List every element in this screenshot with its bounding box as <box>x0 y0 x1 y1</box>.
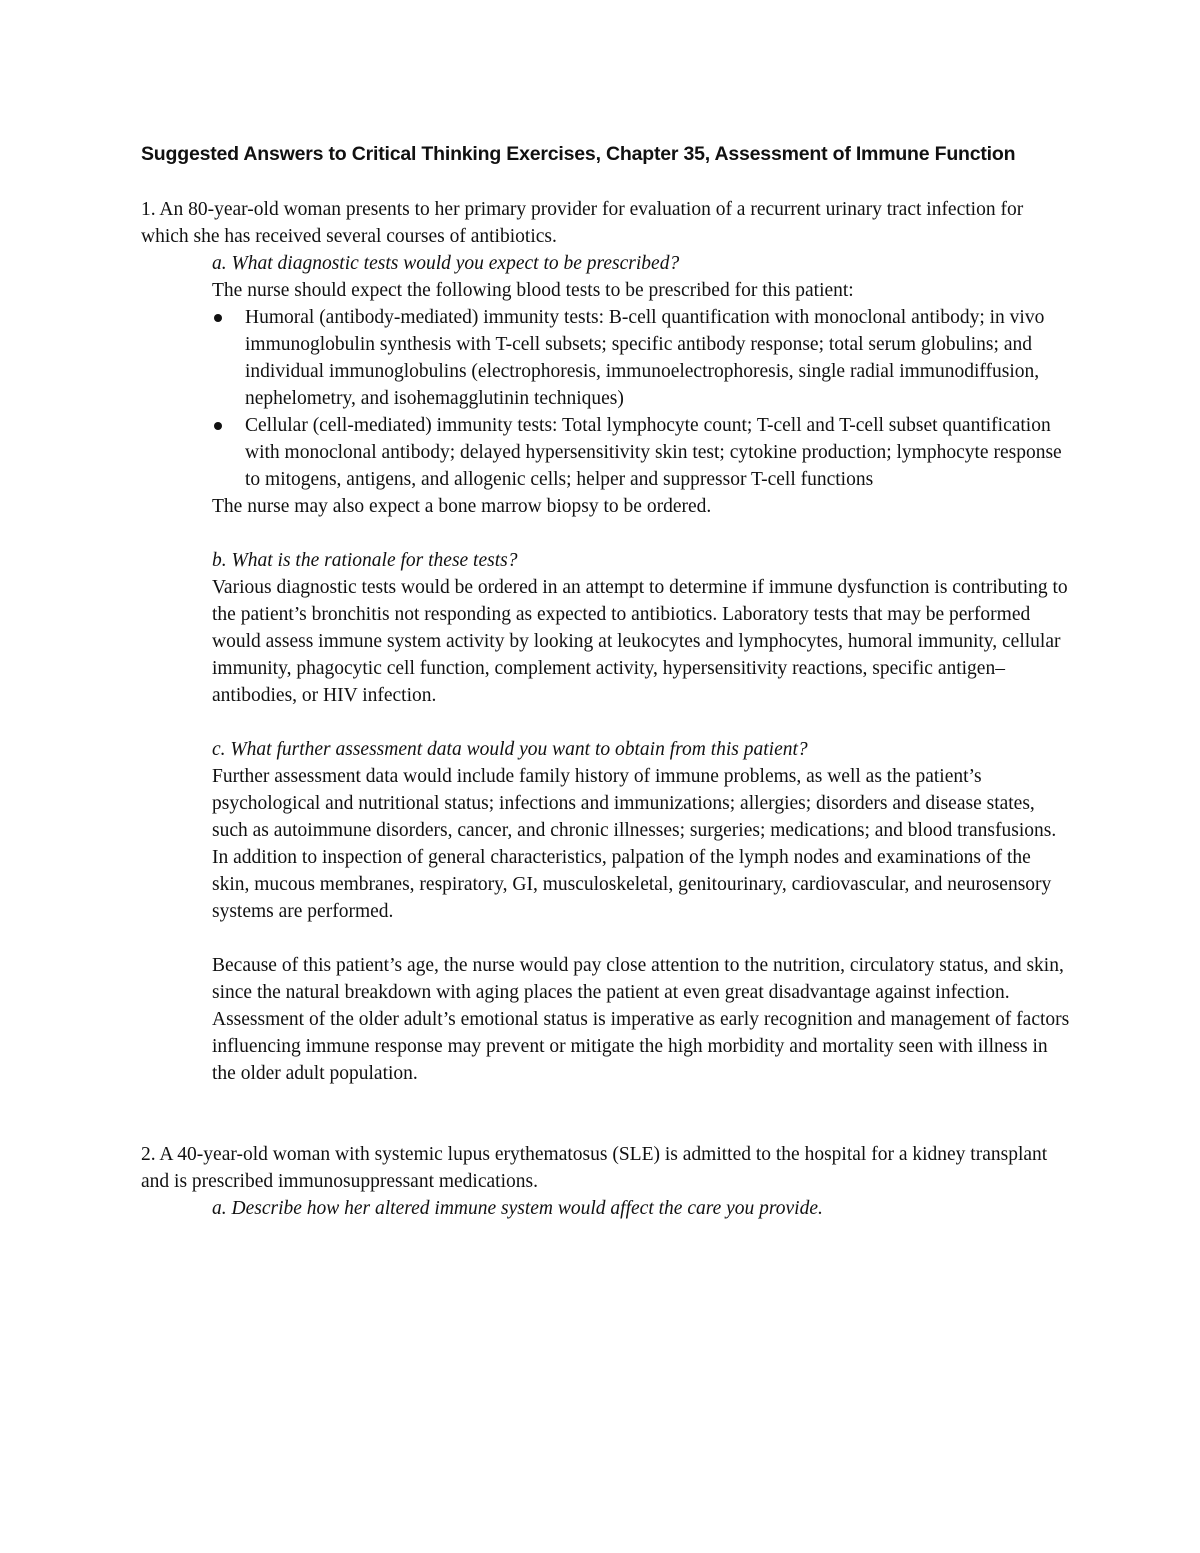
list-item <box>212 412 1071 493</box>
question-1-a-section <box>212 250 1071 1087</box>
document-page <box>141 140 1071 1222</box>
list-item <box>212 304 1071 412</box>
question-2a-prompt: a. Describe how her altered immune system would affect the care you provide. <box>212 1198 823 1219</box>
question-1a-prompt: a. What diagnostic tests would you expect to be prescribed? <box>212 253 680 274</box>
question-1b-answer: Various diagnostic tests would be ordered in an attempt to determine if immune dysfunction is contributing to the patient’s bronchitis not responding as expected to antibiotics. Laboratory tests that may be performed would assess immune system activity by looking at leukocytes and lymphocytes, humoral immunity, cellular immunity, phagocytic cell function, complement activity, hypersensitivity reactions, specific antigen–antibodies, or HIV infection. <box>212 577 1068 706</box>
question-1-stem: 1. An 80-year-old woman presents to her primary provider for evaluation of a recurrent urinary tract infection for which she has received several courses of antibiotics. <box>141 199 1024 247</box>
cellular-tests-text: Cellular (cell-mediated) immunity tests: Total lymphocyte count; T-cell and T-cell subset quantification with monoclonal antibody; delayed hypersensitivity skin test; cytokine production; lymphocyte response to mitogens, antigens, and allogenic cells; helper and suppressor T-cell functions <box>245 415 1062 490</box>
question-1c-prompt: c. What further assessment data would you want to obtain from this patient? <box>212 739 808 760</box>
question-1a-intro: The nurse should expect the following blood tests to be prescribed for this patient: <box>212 280 854 301</box>
diagnostic-tests-list <box>212 304 1071 493</box>
humoral-tests-text: Humoral (antibody-mediated) immunity tests: B-cell quantification with monoclonal antibody; in vivo immunoglobulin synthesis with T-cell subsets; specific antibody response; total serum globulins; and individual immunoglobulins (electrophoresis, immunoelectrophoresis, single radial immunodiffusion, nephelometry, and isohemagglutinin techniques) <box>245 307 1045 409</box>
question-1c-answer-continued: Because of this patient’s age, the nurse would pay close attention to the nutrition, circulatory status, and skin, since the natural breakdown with aging places the patient at even great disadvantage against infection. Assessment of the older adult’s emotional status is imperative as early recognition and management of factors influencing immune response may prevent or mitigate the high morbidity and mortality seen with illness in the older adult population. <box>212 955 1070 1084</box>
bullet-icon <box>214 314 222 322</box>
question-2-stem: 2. A 40-year-old woman with systemic lupus erythematosus (SLE) is admitted to the hospital for a kidney transplant and is prescribed immunosuppressant medications. <box>141 1144 1048 1192</box>
question-1b-prompt: b. What is the rationale for these tests? <box>212 550 518 571</box>
question-2-a-section <box>212 1195 1071 1222</box>
question-1a-closing: The nurse may also expect a bone marrow biopsy to be ordered. <box>212 496 712 517</box>
bullet-icon <box>214 422 222 430</box>
question-1c-answer: Further assessment data would include family history of immune problems, as well as the patient’s psychological and nutritional status; infections and immunizations; allergies; disorders and disease states, such as autoimmune disorders, cancer, and chronic illnesses; surgeries; medications; and blood transfusions. In addition to inspection of general characteristics, palpation of the lymph nodes and examinations of the skin, mucous membranes, respiratory, GI, musculoskeletal, genitourinary, cardiovascular, and neurosensory systems are performed. <box>212 766 1057 922</box>
document-title: Suggested Answers to Critical Thinking Exercises, Chapter 35, Assessment of Immune Function <box>141 143 1016 165</box>
